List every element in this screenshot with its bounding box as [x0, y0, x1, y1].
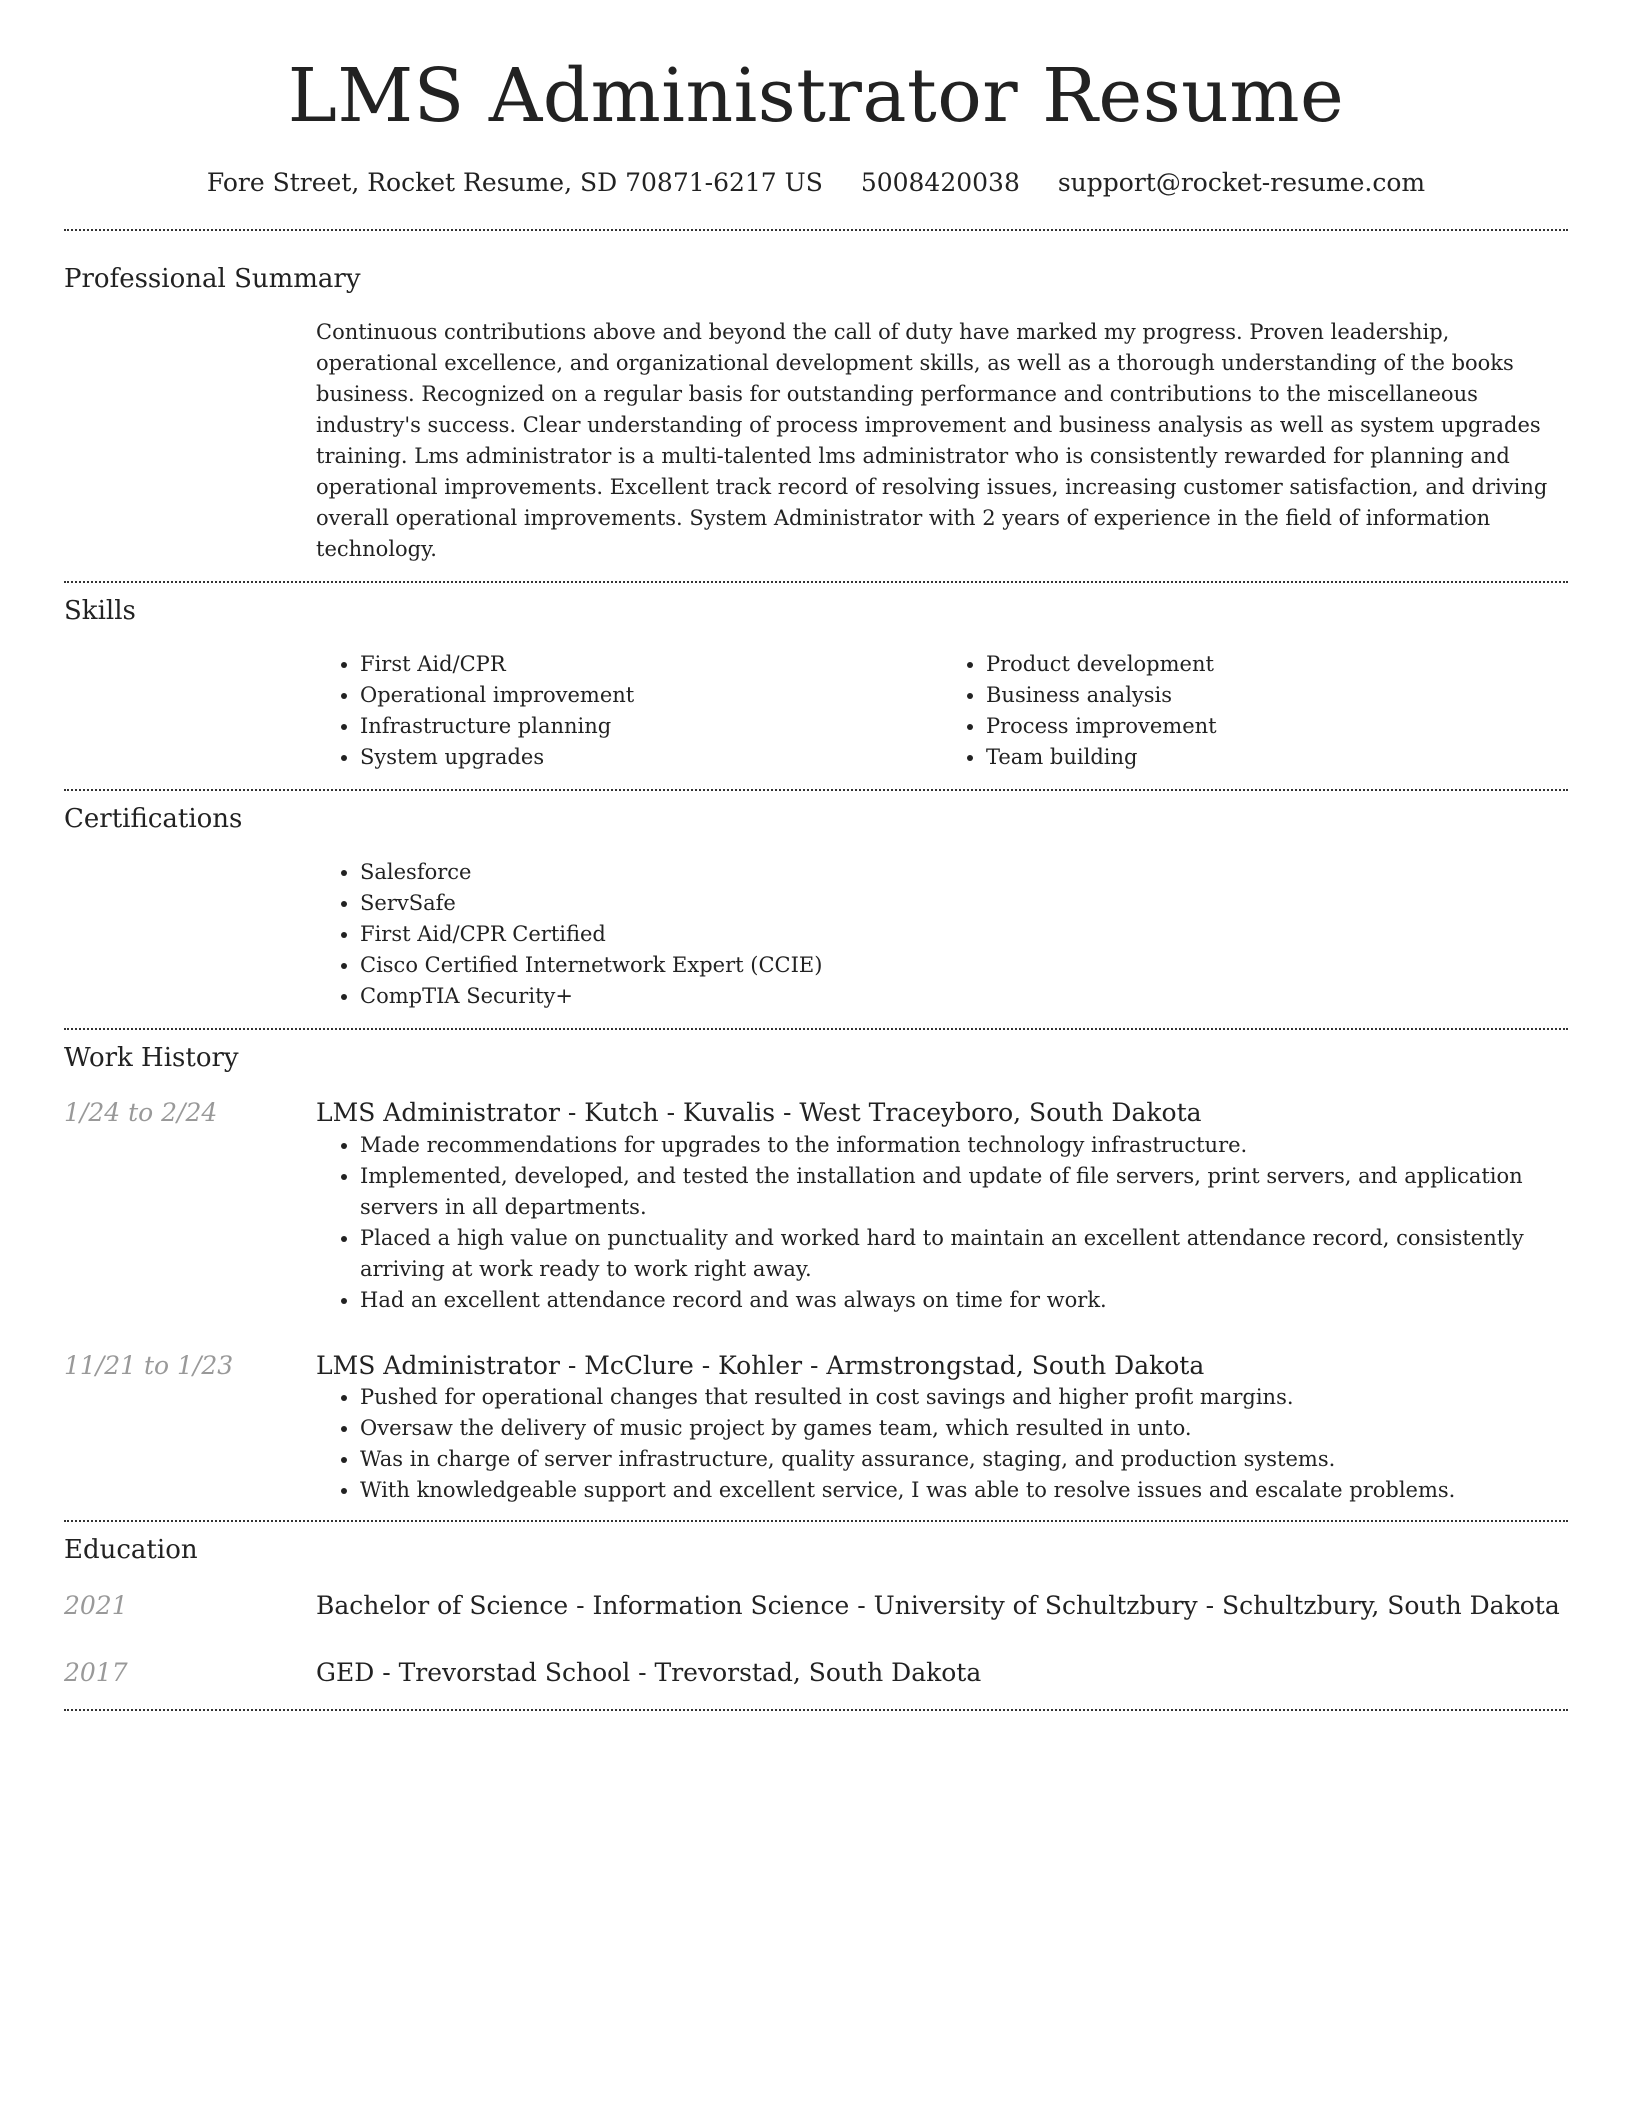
job-bullets — [316, 1130, 1568, 1316]
skill-item: • Team building — [986, 742, 1568, 773]
summary-section — [64, 231, 1568, 581]
contact-phone: 5008420038 — [860, 167, 1020, 197]
contact-address: Fore Street, Rocket Resume, SD 70871-6217 US — [206, 167, 823, 197]
certification-item: • ServSafe — [360, 888, 1568, 919]
education-year: 2021 — [64, 1591, 128, 1621]
certification-item: • Cisco Certified Internetwork Expert (CCIE) — [360, 950, 1568, 981]
contact-info — [64, 167, 1568, 200]
skill-item: • Operational improvement — [360, 680, 942, 711]
job-dates: 1/24 to 2/24 — [64, 1098, 218, 1128]
skills-section — [64, 583, 1568, 789]
skills-list-left — [316, 649, 942, 773]
education-detail: GED - Trevorstad School - Trevorstad, South Dakota — [316, 1657, 982, 1687]
skill-item: • First Aid/CPR — [360, 649, 942, 680]
certifications-heading: Certifications — [64, 803, 243, 834]
summary-text: Continuous contributions above and beyond the call of duty have marked my progress. Proven leadership, operational excellence, and organizational development skills, as well as a thorough understanding of the books business. Recognized on a regular basis for outstanding performance and contributions to the miscellaneous industry's success. Clear understanding of process improvement and business analysis as well as system upgrades training. Lms administrator is a multi-talented lms administrator who is consistently rewarded for planning and operational improvements. Excellent track record of resolving issues, increasing customer satisfaction, and driving overall operational improvements. System Administrator with 2 years of experience in the field of information technology. — [316, 320, 1548, 562]
work-history-heading: Work History — [64, 1042, 239, 1073]
job-bullet: • Had an excellent attendance record and was always on time for work. — [360, 1285, 1568, 1316]
skill-item: • System upgrades — [360, 742, 942, 773]
job-entry — [64, 1350, 1568, 1507]
job-heading: LMS Administrator - McClure - Kohler - Armstrongstad, South Dakota — [316, 1350, 1205, 1380]
skill-item: • Business analysis — [986, 680, 1568, 711]
contact-email: support@rocket-resume.com — [1057, 167, 1426, 197]
job-bullet: • Pushed for operational changes that resulted in cost savings and higher profit margins. — [360, 1382, 1568, 1413]
job-bullet: • Made recommendations for upgrades to the information technology infrastructure. — [360, 1130, 1568, 1161]
job-bullets — [316, 1382, 1568, 1506]
work-history-section — [64, 1030, 1568, 1521]
education-entry — [64, 1590, 1568, 1623]
skills-heading: Skills — [64, 596, 136, 627]
skill-item: • Infrastructure planning — [360, 711, 942, 742]
skills-list-right — [942, 649, 1568, 773]
certifications-section — [64, 791, 1568, 1028]
summary-heading: Professional Summary — [64, 264, 361, 295]
education-entry — [64, 1657, 1568, 1690]
certifications-list — [316, 857, 1568, 1012]
education-detail: Bachelor of Science - Information Science - University of Schultzbury - Schultzbury, South Dakota — [316, 1591, 1560, 1621]
job-entry — [64, 1097, 1568, 1316]
job-bullet: • Implemented, developed, and tested the installation and update of file servers, print servers, and application servers in all departments. — [360, 1161, 1568, 1223]
job-bullet: • With knowledgeable support and excellent service, I was able to resolve issues and escalate problems. — [360, 1475, 1568, 1506]
certification-item: • Salesforce — [360, 857, 1568, 888]
education-year: 2017 — [64, 1657, 128, 1687]
education-heading: Education — [64, 1535, 198, 1566]
job-heading: LMS Administrator - Kutch - Kuvalis - West Traceyboro, South Dakota — [316, 1098, 1202, 1128]
resume-title: LMS Administrator Resume — [287, 53, 1345, 139]
job-bullet: • Was in charge of server infrastructure, quality assurance, staging, and production systems. — [360, 1444, 1568, 1475]
skill-item: • Product development — [986, 649, 1568, 680]
job-bullet: • Oversaw the delivery of music project by games team, which resulted in unto. — [360, 1413, 1568, 1444]
job-dates: 11/21 to 1/23 — [64, 1350, 234, 1380]
education-section — [64, 1522, 1568, 1709]
section-divider — [64, 1709, 1568, 1711]
job-bullet: • Placed a high value on punctuality and worked hard to maintain an excellent attendance record, consistently arriving at work ready to work right away. — [360, 1223, 1568, 1285]
certification-item: • CompTIA Security+ — [360, 981, 1568, 1012]
certification-item: • First Aid/CPR Certified — [360, 919, 1568, 950]
skill-item: • Process improvement — [986, 711, 1568, 742]
